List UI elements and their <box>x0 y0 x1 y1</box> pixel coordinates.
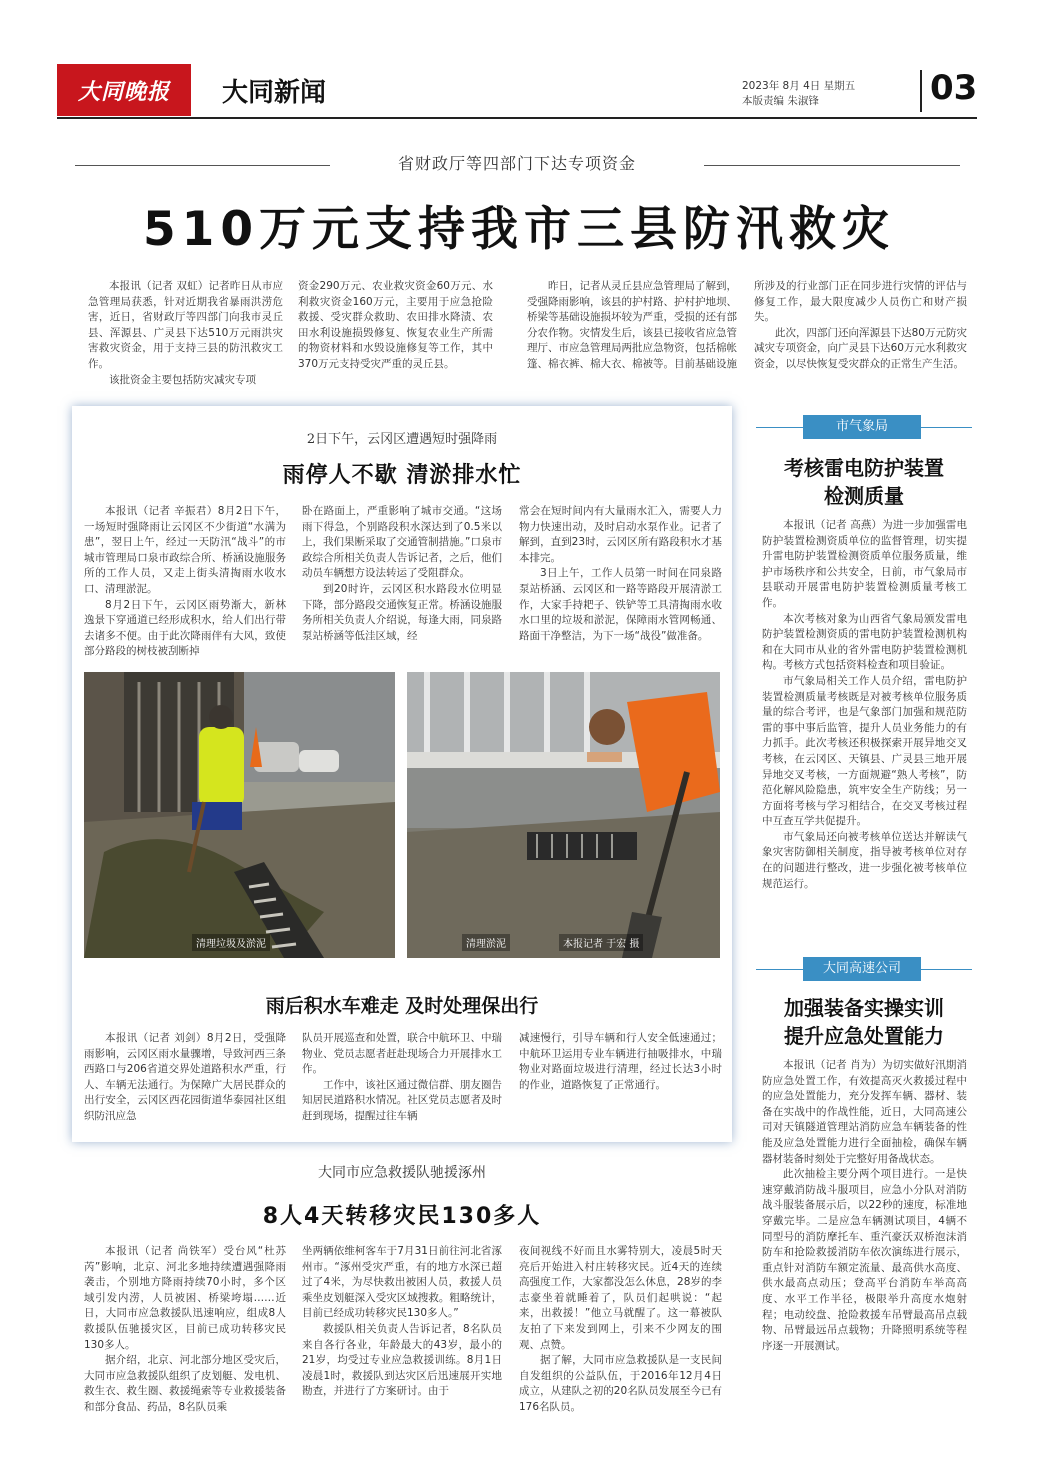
issue-date: 2023年 8月 4日 星期五 <box>742 80 856 92</box>
water-column-3 <box>519 1031 722 1093</box>
paragraph: 卧在路面上，严重影响了城市交通。“这场雨下得急，个别路段积水深达到了0.5米以上，我们果断采取了交通管制措施。”口泉市政综合所相关负责人告诉记者，之后，他们动员车辆想方设法转运了受阻群众。 <box>302 505 502 580</box>
expressway-story-headline <box>746 994 982 1050</box>
paragraph: 本报讯（记者 肖为）为切实做好汛期消防应急处置工作，有效提高灭火救援过程中的应急处置能力，充分发挥车辆、器材、装备在实战中的作战性能，近日，大同高速公司对天镇隧道管理站消防应急车辆装备的性能及应急处置能力进行全面抽检，确保车辆器材装备时刻处于完整好用备战状态。 <box>762 1059 967 1165</box>
page-editor: 本版责编 朱淑锋 <box>742 95 819 107</box>
kicker-rule-left <box>75 165 330 166</box>
expressway-story-body <box>762 1058 967 1354</box>
lead-kicker: 省财政厅等四部门下达专项资金 <box>397 154 636 173</box>
paragraph: 3日上午，工作人员第一时间在同泉路泵站桥涵、云冈区和一路等路段开展清淤工作，大家手持耙子、铁铲等工具清掏雨水收水口里的垃圾和淤泥，保障雨水管网畅通、路面干净整洁，为下一场“战役”做准备。 <box>519 567 722 642</box>
water-column-2 <box>302 1031 502 1125</box>
lead-column-4 <box>754 279 967 373</box>
paragraph: 此次抽检主要分两个项目进行。一是快速穿戴消防战斗服项目，应急小分队对消防战斗服装备展示后，以22秒的速度，标准地穿戴完毕。二是应急车辆测试项目，4辆不同型号的消防摩托车、重汽豪沃双桥泡沫消防车和抢险救援消防车依次演练进行展示，重点针对消防车额定流量、最高供水高度、供水最高点动压；登高平台消防车举高高度、水平工作半径，极限举升高度水炮射程；电动绞盘、抢险救援车吊臂最高吊点载物、吊臂最远吊点载物；升降照明系统等程序逐一开展测试。 <box>762 1168 967 1352</box>
paragraph: 该批资金主要包括防灾减灾专项 <box>109 373 256 386</box>
paragraph: 8月2日下午，云冈区雨势渐大，新林逸景下穿通道已经形成积水，给人们出行带去诸多不便。由于此次降雨伴有大风，致使部分路段的树枝被刮断掉 <box>84 598 286 658</box>
weather-story-body <box>762 518 967 892</box>
headline-line: 加强装备实操实训 <box>784 996 944 1020</box>
kicker-rule-right <box>704 165 960 166</box>
paragraph: 减速慢行，引导车辆和行人安全低速通过；中航环卫运用专业车辆进行抽吸排水，中瑞物业对路面垃圾进行清理，经过长达3小时的作业，道路恢复了正常通行。 <box>519 1032 722 1091</box>
expressway-company-tag: 大同高速公司 <box>803 957 921 981</box>
rescue-story-headline: 8人4天转移灾民130多人 <box>262 1204 542 1229</box>
lead-column-3 <box>527 279 737 373</box>
photo-illustration <box>407 672 720 958</box>
paragraph: 到20时许，云冈区积水路段水位明显下降，部分路段交通恢复正常。桥涵设施服务所相关负责人介绍说，每逢大雨，同泉路泵站桥涵等低洼区域，经 <box>302 582 502 642</box>
lead-column-2 <box>298 279 493 373</box>
paragraph: 本报讯（记者 双虹）记者昨日从市应急管理局获悉，针对近期我省暴雨洪涝危害，近日，省财政厅等四部门向我市灵丘县、浑源县、广灵县下达510万元雨洪灾害救灾资金，用于支持三县的防汛救灾工作。 <box>88 280 283 370</box>
rescue-column-1 <box>84 1244 286 1416</box>
paragraph: 常会在短时间内有大量雨水汇入，需要人力物力快速出动，及时启动水泵作业。记者了解到，直到23时，云冈区所有路段积水才基本排完。 <box>519 505 722 564</box>
photo-credit: 本报记者 于宏 摄 <box>559 934 643 951</box>
masthead-rule <box>57 117 977 119</box>
paragraph: 本报讯（记者 辛振君）8月2日下午，一场短时强降雨让云冈区不少街道“水满为患”，翌日上午，经过一天防汛“战斗”的市城市管理局口泉市政综合所、桥涵设施服务所的工作人员，又走上街头清掏雨水收水口、清理淤泥。 <box>84 505 286 595</box>
paragraph: 市气象局还向被考核单位送达并解读气象灾害防御相关制度，指导被考核单位对存在的问题进行整改，进一步强化被考核单位规范运行。 <box>762 830 967 890</box>
paragraph: 据介绍，北京、河北部分地区受灾后，大同市应急救援队组织了皮划艇、发电机、救生衣、救生圈、救援绳索等专业救援装备和部分食品、药品，8名队员乘 <box>84 1354 286 1413</box>
photo-worker-clearing-debris <box>84 672 395 958</box>
water-story-headline: 雨后积水车难走 及时处理保出行 <box>265 995 539 1017</box>
rescue-column-2 <box>302 1244 502 1400</box>
masthead-info <box>742 79 855 109</box>
photo-caption: 清理垃圾及淤泥 <box>192 934 270 951</box>
paragraph: 所涉及的行业部门正在同步进行灾情的评估与修复工作，最大限度减少人员伤亡和财产损失。 <box>754 280 967 324</box>
photo-caption: 清理淤泥 <box>462 934 510 951</box>
rain-story-headline: 雨停人不歇 清淤排水忙 <box>282 463 522 488</box>
water-column-1 <box>84 1031 286 1125</box>
paragraph: 救援队相关负责人告诉记者，8名队员来自各行各业，年龄最大的43岁，最小的21岁，均受过专业应急救援训练。8月1日凌晨1时，救援队到达灾区后迅速展开实地勘查，并进行了方案研讨。由于 <box>302 1322 502 1398</box>
headline-line: 提升应急处置能力 <box>784 1024 944 1048</box>
paragraph: 队员开展巡查和处置，联合中航环卫、中瑞物业、党员志愿者赶赴现场合力开展排水工作。 <box>302 1032 502 1076</box>
paragraph: 本报讯（记者 刘剑）8月2日，受强降雨影响，云冈区雨水量骤增，导致河西三条西路口与206省道交界处道路积水严重，行人、车辆无法通行。为保障广大居民群众的出行安全，云冈区西花园街道华泰园社区组织防汛应急 <box>84 1032 286 1122</box>
paragraph: 此次，四部门还向浑源县下达80万元防灾减灾专项资金，向广灵县下达60万元水利救灾资金，以尽快恢复受灾群众的正常生产生活。 <box>754 326 967 370</box>
paragraph: 据了解，大同市应急救援队是一支民间自发组织的公益队伍，于2016年12月4日成立，从建队之初的20名队员发展至今已有176名队员。 <box>519 1354 722 1413</box>
paragraph: 坐两辆依维柯客车于7月31日前往河北省涿州市。“涿州受灾严重，有的地方水深已超过了4米，为尽快救出被困人员，救援人员乘坐皮划艇深入受灾区域搜救。粗略统计，目前已经成功转移灾民130多人。” <box>302 1245 502 1320</box>
rain-column-1 <box>84 504 286 660</box>
rain-story-kicker: 2日下午，云冈区遭遇短时强降雨 <box>306 432 498 447</box>
paragraph: 本次考核对象为山西省气象局颁发雷电防护装置检测资质的雷电防护装置检测机构和在大同市从业的省外雷电防护装置检测机构。考核方式包括资料检查和项目验证。 <box>762 612 967 672</box>
weather-bureau-tag: 市气象局 <box>803 415 921 439</box>
rescue-story-kicker: 大同市应急救援队驰援涿州 <box>318 1165 486 1181</box>
lead-column-1 <box>88 279 283 388</box>
photo-worker-clearing-silt <box>407 672 720 958</box>
weather-story-headline <box>746 454 982 510</box>
rescue-column-3 <box>519 1244 722 1416</box>
masthead-separator <box>920 70 922 112</box>
newspaper-logo: 大同晚报 <box>57 64 191 116</box>
paragraph: 本报讯（记者 高燕）为进一步加强雷电防护装置检测资质单位的监督管理，切实提升雷电防护装置检测资质单位服务质量，维护市场秩序和公共安全，日前，市气象局市县联动开展雷电防护装置检测质量考核工作。 <box>762 519 967 609</box>
paragraph: 资金290万元、农业救灾资金60万元、水利救灾资金160万元，主要用于应急抢险救援、受灾群众救助、农田排水降渍、农田水利设施损毁修复、恢复农业生产所需的物资材料和水毁设施修复等工作，其中370万元支持受灾严重的灵丘县。 <box>298 280 493 370</box>
paragraph: 夜间视线不好而且水雾特别大，凌晨5时天亮后开始进入村庄转移灾民。近4天的连续高强度工作，大家都没怎么休息，28岁的李志豪坐着就睡着了，队员们起哄说：“起来，出救援！”他立马就醒了。这一幕被队友拍了下来发到网上，引来不少网友的围观、点赞。 <box>519 1245 722 1351</box>
paragraph: 工作中，该社区通过微信群、朋友圈告知居民道路积水情况。社区党员志愿者及时赶到现场，提醒过往车辆 <box>302 1078 502 1122</box>
section-name: 大同新闻 <box>222 78 327 108</box>
headline-line: 考核雷电防护装置 <box>784 456 944 480</box>
rain-column-3 <box>519 504 722 644</box>
rain-column-2 <box>302 504 502 644</box>
paragraph: 本报讯（记者 尚铁军）受台风“杜苏芮”影响，北京、河北多地持续遭遇强降雨袭击，个别地方降雨持续70小时，多个区域引发内涝，人员被困、桥梁垮塌……近日，大同市应急救援队迅速响应，组成8人救援队伍驰援灾区，目前已成功转移灾民130多人。 <box>84 1245 286 1351</box>
page-number: 03 <box>930 68 978 108</box>
paragraph: 市气象局相关工作人员介绍，雷电防护装置检测质量考核既是对被考核单位服务质量的综合考评，也是气象部门加强和规范防雷的事中事后监管，提升人员业务能力的有力抓手。此次考核还积极探索开展异地交叉考核，在云冈区、天镇县、广灵县三地开展异地交叉考核，一方面规避“熟人考核”，防范化解风险隐患，筑牢安全生产防线；另一方面将考核与学习相结合，在交叉考核过程中互查互学共促提升。 <box>762 674 967 828</box>
lead-headline: 510万元支持我市三县防汛救灾 <box>142 202 896 257</box>
headline-line: 检测质量 <box>824 484 904 508</box>
photo-illustration <box>84 672 395 958</box>
paragraph: 昨日，记者从灵丘县应急管理局了解到，受强降雨影响，该县的护村路、护村护地坝、桥梁等基础设施损坏较为严重，受损的还有部分农作物。灾情发生后，该县已接收省应急管理厅、市应急管理局两批应急物资，包括棉帐篷、棉衣裤、棉大衣、棉被等。目前基础设施 <box>527 280 737 370</box>
